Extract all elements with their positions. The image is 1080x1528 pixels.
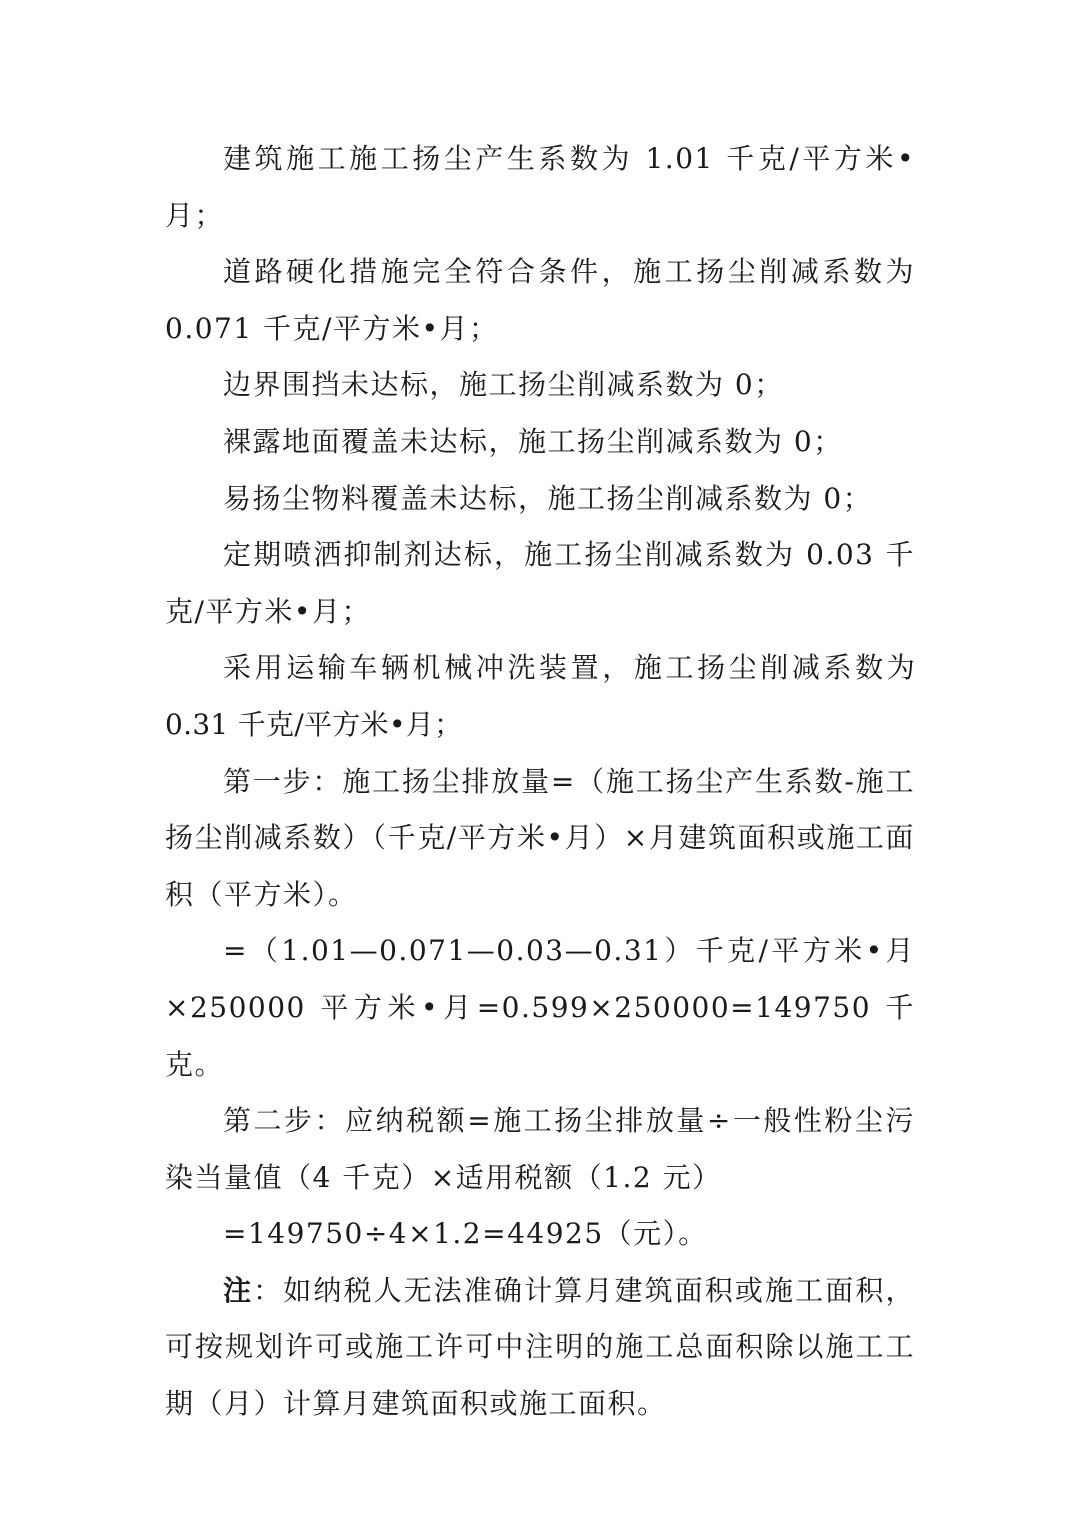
note-label: 注 — [223, 1273, 254, 1307]
paragraph: =149750÷4×1.2=44925（元）。 — [223, 1217, 708, 1251]
paragraph: 边界围挡未达标，施工扬尘削减系数为 0； — [223, 368, 784, 402]
paragraph: 易扬尘物料覆盖未达标，施工扬尘削减系数为 0； — [223, 481, 873, 515]
paragraph: 第一步：施工扬尘排放量=（施工扬尘产生系数-施工扬尘削减系数）（千克/平方米•月）×月建筑面积或施工面积（平方米）。 — [165, 764, 915, 911]
paragraph: 第二步：应纳税额=施工扬尘排放量÷一般性粉尘污染当量值（4 千克）×适用税额（1.2 元） — [165, 1104, 915, 1194]
paragraph: =（1.01—0.071—0.03—0.31）千克/平方米•月×250000 平方米•月=0.599×250000=149750 千克。 — [165, 934, 915, 1081]
note-paragraph — [165, 1263, 915, 1433]
note-text: ：如纳税人无法准确计算月建筑面积或施工面积，可按规划许可或施工许可中注明的施工总面积除以施工工期（月）计算月建筑面积或施工面积。 — [165, 1273, 915, 1421]
paragraph: 采用运输车辆机械冲洗装置，施工扬尘削减系数为 0.31 千克/平方米•月； — [165, 651, 915, 741]
paragraph: 道路硬化措施完全符合条件，施工扬尘削减系数为 0.071 千克/平方米•月； — [165, 255, 915, 345]
paragraph: 裸露地面覆盖未达标，施工扬尘削减系数为 0； — [223, 424, 843, 458]
document-body — [165, 131, 915, 1433]
paragraph: 定期喷洒抑制剂达标，施工扬尘削减系数为 0.03 千克/平方米•月； — [165, 538, 915, 628]
paragraph: 建筑施工施工扬尘产生系数为 1.01 千克/平方米•月； — [165, 142, 915, 232]
